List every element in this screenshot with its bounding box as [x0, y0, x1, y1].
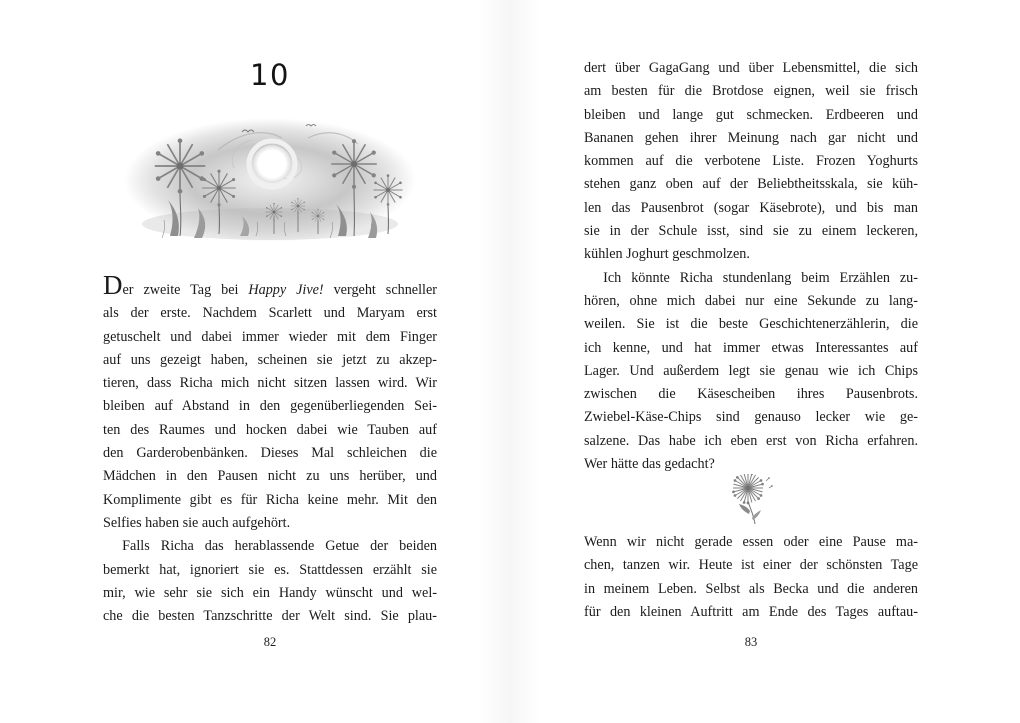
text-line: den Garderobenbänken. Dieses Mal schleichen die [103, 445, 437, 462]
right-page [584, 0, 918, 723]
text-line: ich kenne, und hat immer etwas Interessantes auf [584, 339, 918, 356]
text-line: bleiben auf Abstand in den gegenüberliegenden Sei- [103, 398, 437, 415]
page-number-left: 82 [263, 635, 277, 649]
text-line: kommen auf die verbotene Liste. Frozen Yoghurts [584, 153, 918, 170]
text-run: er zweite Tag bei [122, 282, 249, 298]
text-line: len das Pausenbrot (sogar Käsebrote), und bis man [584, 199, 918, 216]
text-line: hören, ohne mich dabei nur eine Sekunde zu lang- [584, 292, 918, 309]
text-line: chen, tanzen wir. Heute ist einer der schönsten Tage [584, 557, 918, 574]
right-page-body-text-bottom [584, 531, 918, 624]
dandelion-sketch-illustration [728, 474, 774, 526]
text-line: Mädchen in den Pausen nicht zu uns herüber, und [103, 468, 437, 485]
text-line: stehen ganz oben auf der Beliebtheitsskala, sie küh- [584, 176, 918, 193]
text-line: mir, wie sehr sie sich ein Handy wünscht und wel- [103, 584, 437, 601]
left-page-body-text [103, 270, 437, 628]
text-line: Ich könnte Richa stundenlang beim Erzählen zu- [603, 269, 918, 286]
text-line: in meinem Leben. Selbst als Becka und die anderen [584, 580, 918, 597]
text-line: Wer hätte das gedacht? [584, 456, 715, 473]
text-line: sie in der Schule isst, sind sie zu einem leckeren, [584, 223, 918, 240]
left-page [103, 0, 437, 723]
text-line: Falls Richa das herablassende Getue der beiden [122, 538, 437, 555]
page-gutter-shadow [478, 0, 542, 723]
text-line: bemerkt hat, ignoriert sie es. Stattdessen erzählt sie [103, 561, 437, 578]
text-line: Bananen gehen ihrer Meinung nach gar nicht und [584, 129, 918, 146]
text-line: Wenn wir nicht gerade essen oder eine Pause ma- [584, 534, 918, 550]
text-line: salzene. Das habe ich eben erst von Richa erfahren. [584, 432, 918, 449]
chapter-number: 10 [250, 58, 290, 92]
right-page-body-text-top [584, 57, 918, 476]
text-line: kühlen Joghurt geschmolzen. [584, 246, 750, 263]
text-line: dert über GagaGang und über Lebensmittel, die sich [584, 60, 918, 76]
text-line: weilen. Sie ist die beste Geschichtenerzählerin, die [584, 316, 918, 333]
text-line: tieren, dass Richa mich nicht sitzen lassen wird. Wir [103, 375, 437, 392]
text-line: ten des Raumes und hocken dabei wie Tauben auf [103, 421, 437, 438]
text-run: vergeht schneller [323, 282, 437, 298]
italic-title: Happy Jive! [248, 282, 324, 298]
text-line: Lager. Und außerdem legt sie genau wie ich Chips [584, 362, 918, 379]
text-line: Komplimente gibt es für Richa keine mehr. Mit den [103, 491, 437, 508]
text-line: Zwiebel-Käse-Chips sind genauso lecker wie ge- [584, 409, 918, 426]
text-line: für den kleinen Auftritt am Ende des Tages auftau- [584, 603, 918, 620]
text-line: bleiben und lange gut schmecken. Erdbeeren und [584, 106, 918, 123]
text-line: am besten für die Brotdose eignen, weil sie frisch [584, 83, 918, 100]
text-line: auf uns gezeigt haben, scheinen sie jetzt zu akzep- [103, 351, 437, 368]
text-line [103, 270, 437, 302]
drop-cap: D [103, 270, 123, 300]
text-line: als der erste. Nachdem Scarlett und Maryam erst [103, 305, 437, 322]
text-line: Selfies haben sie auch aufgehört. [103, 514, 291, 531]
page-number-right: 83 [744, 635, 758, 649]
text-line: zwischen die Käsescheiben ihres Pausenbrots. [584, 386, 918, 403]
text-line: che die besten Tanzschritte der Welt sind. Sie plau- [103, 608, 437, 625]
text-line: getuschelt und dabei immer wieder mit dem Finger [103, 328, 437, 345]
dandelion-meadow-illustration [122, 116, 418, 246]
